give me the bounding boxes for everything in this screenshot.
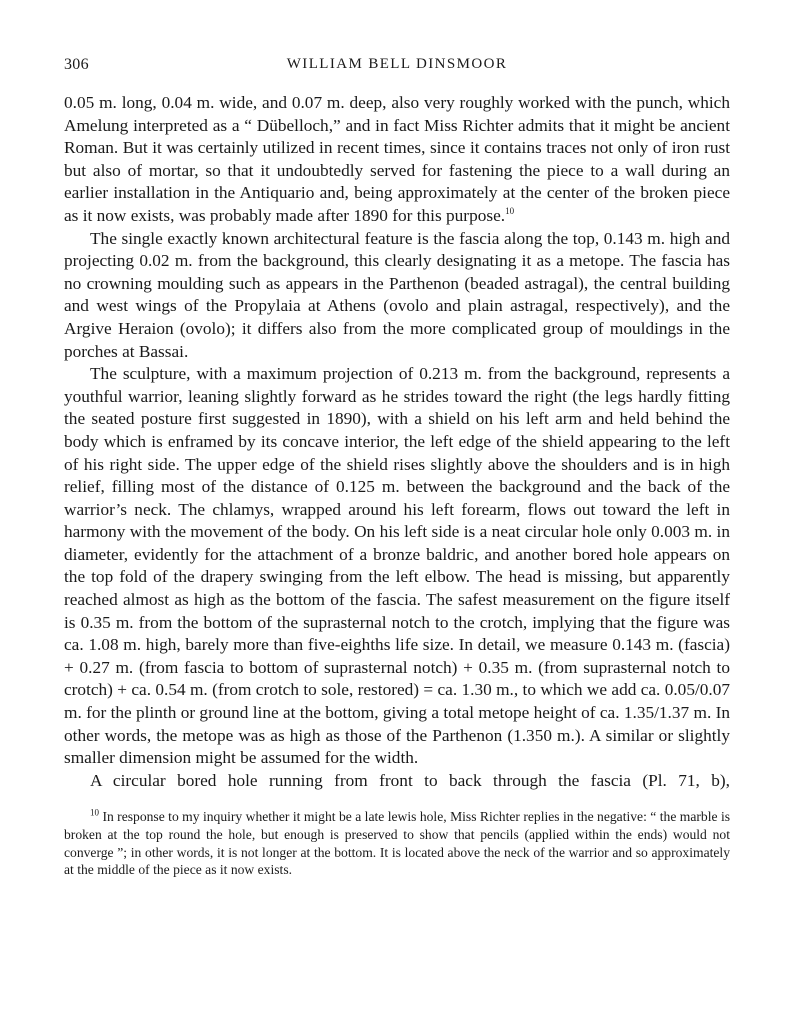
footnote — [64, 808, 730, 878]
paragraph-1-text: 0.05 m. long, 0.04 m. wide, and 0.07 m. deep, also very roughly worked with the punch, which Amelung interpreted as a “ Dübelloch,” and in fact Miss Richter admits that it might be ancient Roman. But it was certainly utilized in recent times, since it contains traces not only of iron rust but also of mortar, so that it undoubtedly served for fastening the piece to a wall during an earlier installation in the Antiquario and, being approximately at the center of the broken piece as it now exists, was probably made after 1890 for this purpose. — [64, 93, 730, 225]
footnote-number: 10 — [90, 807, 99, 818]
page-number: 306 — [64, 56, 89, 73]
paragraph-1 — [64, 92, 730, 228]
footnote-text: In response to my inquiry whether it might be a late lewis hole, Miss Richter replies in the negative: “ the marble is broken at the top round the hole, but enough is preserved to show that pencils (applied within the ends) would not converge ”; in other words, it is not longer at the bottom. It is located above the neck of the warrior and so approximately at the middle of the piece as it now exists. — [64, 809, 731, 878]
paragraph-2: The single exactly known architectural feature is the fascia along the top, 0.143 m. high and projecting 0.02 m. from the background, this clearly designating it as a metope. The fascia has no crowning moulding such as appears in the Parthenon (beaded astragal), the central building and west wings of the Propylaia at Athens (ovolo and plain astragal, respectively), and the Argive Heraion (ovolo); it differs also from the more complicated group of mouldings in the porches at Bassai. — [64, 228, 730, 361]
running-head — [64, 56, 730, 80]
footnote-reference: 10 — [505, 206, 515, 217]
page — [64, 56, 730, 879]
running-head-author: WILLIAM BELL DINSMOOR — [286, 56, 508, 72]
paragraph-4: A circular bored hole running from front to back through the fascia (Pl. 71, b), — [90, 770, 730, 790]
body-text — [64, 92, 730, 792]
paragraph-3: The sculpture, with a maximum projection of 0.213 m. from the background, represents a youthful warrior, leaning slightly forward as he strides toward the right (the legs hardly fitting the seated posture first suggested in 1890), with a shield on his left arm and held behind the body which is enframed by its concave interior, the left edge of the shield appearing to the left of his right side. The upper edge of the shield rises slightly above the shoulders and is in high relief, filling most of the distance of 0.125 m. between the background and the back of the warrior’s neck. The chlamys, wrapped around his left forearm, flows out toward the left in harmony with the movement of the body. On his left side is a neat circular hole only 0.003 m. in diameter, evidently for the attachment of a bronze baldric, and another bored hole appears on the top fold of the drapery swinging from the left elbow. The head is missing, but apparently reached almost as high as the bottom of the fascia. The safest measurement on the figure itself is 0.35 m. from the bottom of the suprasternal notch to the crotch, implying that the figure was ca. 1.08 m. high, barely more than five-eighths life size. In detail, we measure 0.143 m. (fascia) + 0.27 m. (from fascia to bottom of suprasternal notch) + 0.35 m. (from suprasternal notch to crotch) + ca. 0.54 m. (from crotch to sole, restored) = ca. 1.30 m., to which we add ca. 0.05/0.07 m. for the plinth or ground line at the bottom, giving a total metope height of ca. 1.35/1.37 m. In other words, the metope was as high as those of the Parthenon (1.350 m.). A similar or slightly smaller dimension might be assumed for the width. — [64, 364, 730, 768]
